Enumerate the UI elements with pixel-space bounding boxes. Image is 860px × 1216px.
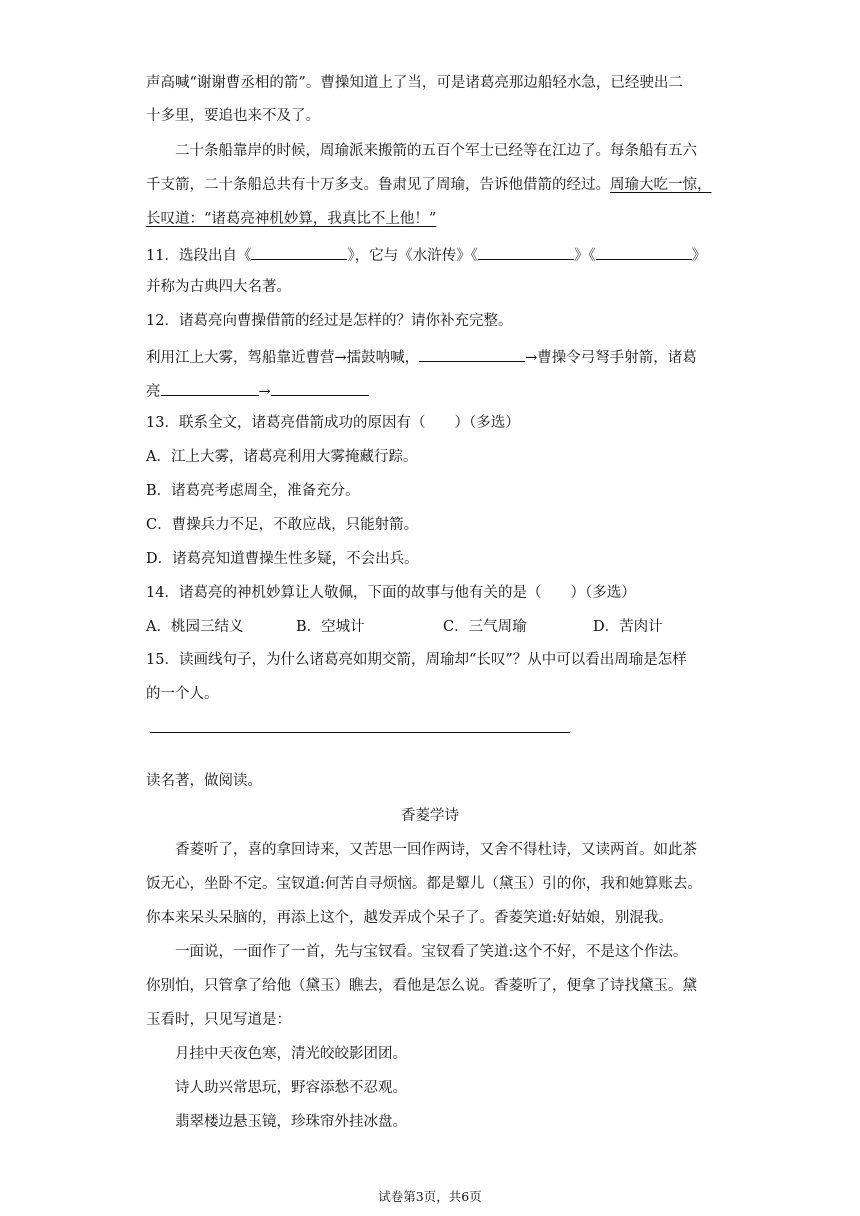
option-b[interactable]: B．诸葛亮考虑周全，准备充分。 <box>146 483 360 499</box>
answer-blank[interactable] <box>596 243 692 260</box>
q11-text: 》，它与《水浒传》《 <box>347 248 478 264</box>
answer-blank[interactable] <box>419 345 525 362</box>
answer-blank[interactable] <box>251 243 347 260</box>
poem-line: 翡翠楼边悬玉镜，珍珠帘外挂冰盘。 <box>175 1114 407 1130</box>
option-c[interactable]: C．三气周瑜 <box>443 619 527 635</box>
passage-line <box>146 175 712 195</box>
q11-text: 》 <box>691 248 707 264</box>
option-b[interactable]: B．空城计 <box>296 619 365 635</box>
question-12-line <box>146 379 369 402</box>
q12-text: → <box>258 384 271 400</box>
question-15-cont: 的一个人。 <box>146 686 219 702</box>
passage-line: 声高喊“谢谢曹丞相的箭”。曹操知道上了当，可是诸葛亮那边船轻水急，已经驶出二 <box>146 75 683 91</box>
question-11 <box>146 243 706 266</box>
section-intro: 读名著，做阅读。 <box>146 773 262 789</box>
passage-text: 千支箭，二十条船总共有十万多支。鲁肃见了周瑜，告诉他借箭的经过。 <box>146 177 610 193</box>
passage-line: 香菱听了，喜的拿回诗来，又苦思一回作两诗，又舍不得杜诗，又读两首。如此茶 <box>175 842 697 858</box>
answer-blank[interactable] <box>161 379 259 396</box>
question-13-title: 13．联系全文，诸葛亮借箭成功的原因有（ ）（多选） <box>146 415 520 431</box>
option-d[interactable]: D．诸葛亮知道曹操生性多疑，不会出兵。 <box>146 551 419 567</box>
passage-line: 玉看时，只见写道是： <box>146 1012 291 1028</box>
passage-title: 香菱学诗 <box>401 808 459 824</box>
question-12-line <box>146 345 697 368</box>
q11-text: 》《 <box>573 248 596 264</box>
question-11-cont: 并称为古典四大名著。 <box>146 279 291 295</box>
q12-text: 利用江上大雾，驾船靠近曹营→擂鼓呐喊， <box>146 350 420 366</box>
option-d[interactable]: D．苦肉计 <box>593 619 663 635</box>
answer-blank[interactable] <box>478 243 574 260</box>
passage-line: 饭无心，坐卧不定。宝钗道:何苦自寻烦恼。都是颦儿（黛玉）引的你，我和她算账去。 <box>146 876 702 892</box>
answer-blank[interactable] <box>271 379 369 396</box>
question-12-title: 12．诸葛亮向曹操借箭的经过是怎样的？请你补充完整。 <box>146 313 513 329</box>
q12-text: 亮 <box>146 384 161 400</box>
passage-line: 一面说，一面作了一首，先与宝钗看。宝钗看了笑道:这个不好，不是这个作法。 <box>175 944 688 960</box>
passage-line: 二十条船靠岸的时候，周瑜派来搬箭的五百个军士已经等在江边了。每条船有五六 <box>175 143 697 159</box>
poem-line: 诗人助兴常思玩，野容添愁不忍观。 <box>175 1080 407 1096</box>
option-a[interactable]: A．桃园三结义 <box>146 619 244 635</box>
question-15-title: 15．读画线句子，为什么诸葛亮如期交箭，周瑜却“长叹”？从中可以看出周瑜是怎样 <box>146 652 687 668</box>
underlined-sentence: 周瑜大吃一惊， <box>610 177 712 193</box>
q12-text: →曹操令弓弩手射箭，诸葛 <box>525 350 697 366</box>
passage-line: 十多里，要追也来不及了。 <box>146 108 320 124</box>
option-c[interactable]: C．曹操兵力不足，不敢应战，只能射箭。 <box>146 517 419 533</box>
question-14-title: 14．诸葛亮的神机妙算让人敬佩，下面的故事与他有关的是（ ）（多选） <box>146 585 636 601</box>
answer-line[interactable] <box>150 732 570 733</box>
underlined-sentence: 长叹道：“诸葛亮神机妙算，我真比不上他！” <box>146 211 437 227</box>
passage-line: 你别怕，只管拿了给他（黛玉）瞧去，看他是怎么说。香菱听了，便拿了诗找黛玉。黛 <box>146 978 697 994</box>
poem-line: 月挂中天夜色寒，清光皎皎影团团。 <box>175 1046 407 1062</box>
q11-text: 11．选段出自《 <box>146 248 252 264</box>
option-a[interactable]: A．江上大雾，诸葛亮利用大雾掩藏行踪。 <box>146 449 418 465</box>
passage-line: 你本来呆头呆脑的，再添上这个，越发弄成个呆子了。香菱笑道:好姑娘，别混我。 <box>146 910 673 926</box>
page-footer: 试卷第3页，共6页 <box>378 1189 482 1204</box>
